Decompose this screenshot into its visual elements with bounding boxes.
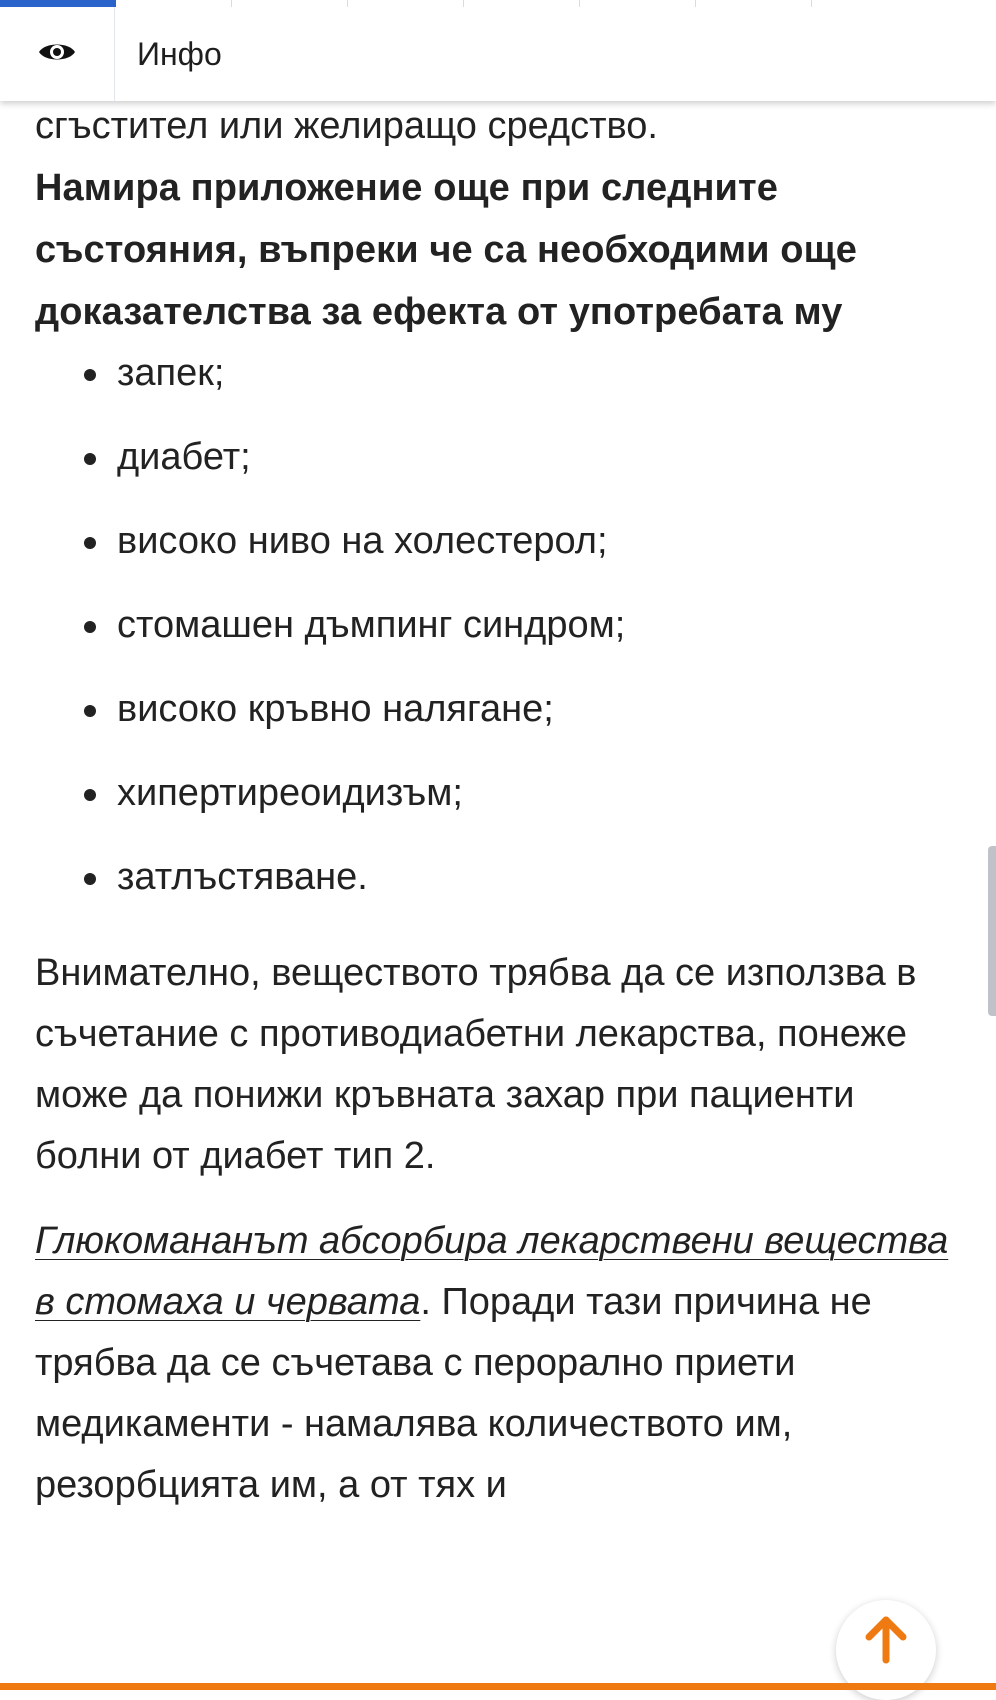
tab-indicator[interactable] bbox=[348, 0, 464, 7]
list-item: високо кръвно налягане; bbox=[35, 679, 965, 763]
tab-indicator[interactable] bbox=[812, 0, 996, 7]
tab-indicator-active[interactable] bbox=[0, 0, 116, 7]
absorption-link[interactable]: Глюкомананът абсорбира лекарствени вещества в стомаха и червата bbox=[35, 1220, 949, 1323]
list-item: затлъстяване. bbox=[35, 847, 965, 931]
absorption-paragraph bbox=[35, 1211, 965, 1516]
intro-fragment: сгъстител или желиращо средство. bbox=[35, 105, 658, 147]
bullet bbox=[84, 621, 96, 633]
bullet bbox=[84, 705, 96, 717]
bottom-accent-line bbox=[0, 1683, 996, 1690]
top-tab-strip bbox=[0, 0, 996, 7]
scrollbar-thumb[interactable] bbox=[988, 846, 996, 1016]
bullet bbox=[84, 369, 96, 381]
list-item: хипертиреоидизъм; bbox=[35, 763, 965, 847]
list-item: високо ниво на холестерол; bbox=[35, 511, 965, 595]
warning-paragraph: Внимателно, веществото трябва да се използва в съчетание с противодиабетни лекарства, понеже може да понижи кръвната захар при пациенти болни от диабет тип 2. bbox=[35, 952, 917, 1177]
info-section-bar[interactable] bbox=[0, 7, 996, 101]
list-item: стомашен дъмпинг синдром; bbox=[35, 595, 965, 679]
list-item: диабет; bbox=[35, 427, 965, 511]
tab-indicator[interactable] bbox=[232, 0, 348, 7]
eye-icon-cell[interactable] bbox=[0, 7, 115, 101]
tab-indicator[interactable] bbox=[580, 0, 696, 7]
bullet bbox=[84, 789, 96, 801]
bullet bbox=[84, 873, 96, 885]
arrow-up-icon bbox=[861, 1614, 911, 1669]
conditions-list bbox=[35, 343, 965, 931]
article-body bbox=[35, 96, 965, 1540]
bullet bbox=[84, 453, 96, 465]
absorption-text: . Поради тази причина не трябва да се съчетава с перорално приети медикаменти - намалява количеството им, резорбцията им, а от тях и bbox=[35, 1281, 872, 1506]
tab-indicator[interactable] bbox=[696, 0, 812, 7]
bullet bbox=[84, 537, 96, 549]
eye-icon bbox=[37, 39, 77, 70]
section-heading: Намира приложение още при следните състояния, въпреки че са необходими още доказателства за ефекта от употребата му bbox=[35, 167, 857, 333]
info-label[interactable]: Инфо bbox=[137, 35, 222, 72]
tab-indicator[interactable] bbox=[116, 0, 232, 7]
tab-indicator[interactable] bbox=[464, 0, 580, 7]
list-item: запек; bbox=[35, 343, 965, 427]
